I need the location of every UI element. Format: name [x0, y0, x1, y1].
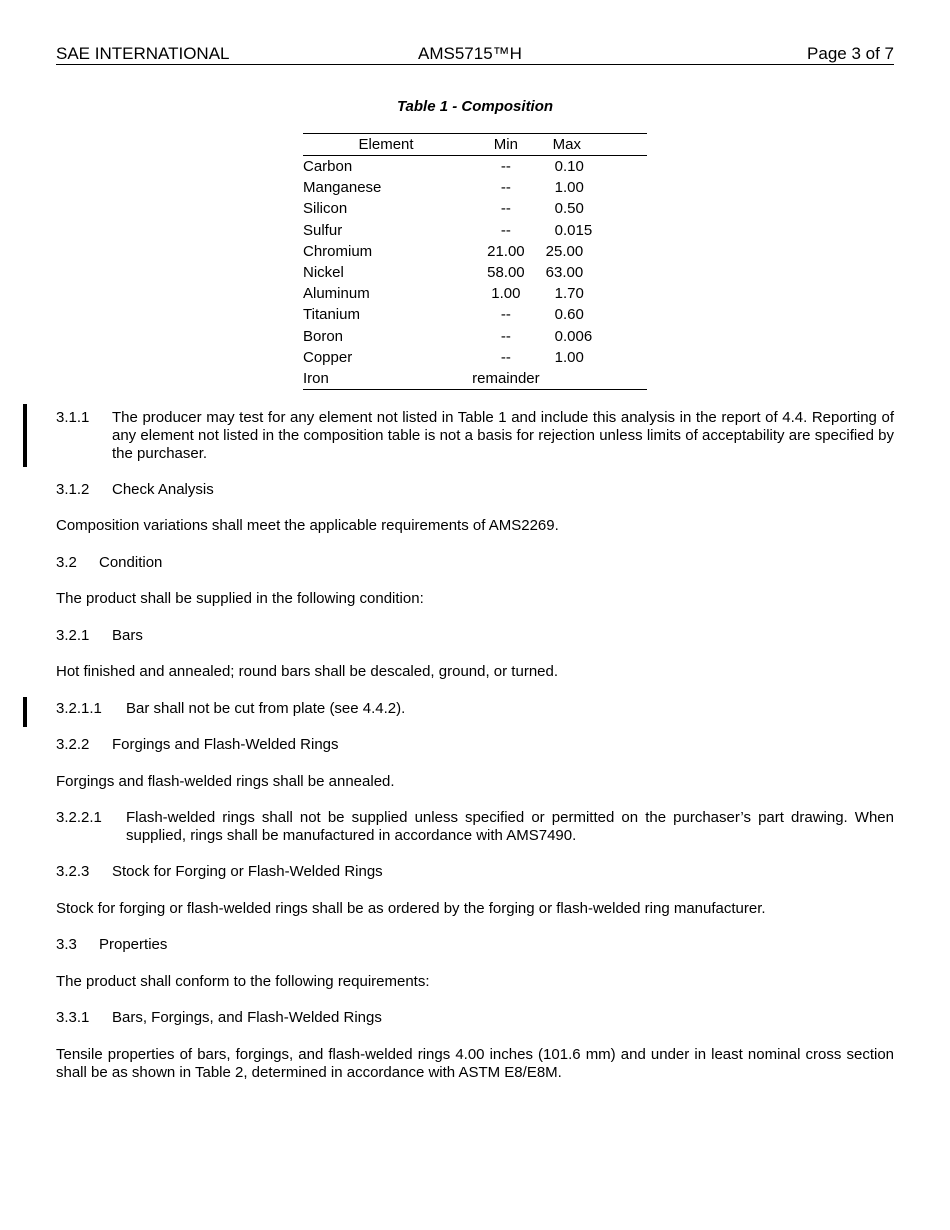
- section-number: 3.2.1: [56, 627, 90, 644]
- section-3-1-1: [56, 409, 894, 463]
- change-bar: [23, 697, 27, 727]
- cell-max: 1.70: [554, 285, 584, 303]
- table-row: [303, 326, 647, 347]
- cell-max: 63.00: [545, 264, 584, 282]
- paragraph: Composition variations shall meet the applicable requirements of AMS2269.: [56, 517, 559, 534]
- cell-element: Copper: [303, 348, 353, 366]
- cell-element: Silicon: [303, 200, 348, 218]
- table-row: [303, 156, 647, 178]
- header-doc-number: AMS5715™H: [418, 44, 522, 63]
- cell-element: Titanium: [303, 306, 360, 324]
- cell-min: 21.00: [487, 242, 525, 260]
- cell-max: 25.00: [545, 242, 584, 260]
- cell-element: Manganese: [303, 179, 382, 197]
- cell-element: Chromium: [303, 242, 373, 260]
- paragraph: The product shall be supplied in the following condition:: [56, 590, 424, 607]
- cell-max: 1.00: [554, 348, 584, 366]
- header-org: SAE INTERNATIONAL: [56, 44, 230, 63]
- page-header: [56, 44, 894, 65]
- composition-table: [303, 133, 647, 390]
- cell-min: 1.00: [491, 285, 521, 303]
- cell-element: Nickel: [303, 264, 344, 282]
- table-row: [303, 304, 647, 325]
- cell-element: Sulfur: [303, 221, 343, 239]
- table-row: [303, 220, 647, 241]
- table-row: [303, 283, 647, 304]
- cell-min: --: [500, 158, 511, 176]
- paragraph: Tensile properties of bars, forgings, and flash-welded rings 4.00 inches (101.6 mm) and under in least nominal cross section shall be as shown in Table 2, determined in accordance with ASTM E8/E8M.: [56, 1046, 894, 1081]
- section-title: Stock for Forging or Flash-Welded Rings: [112, 863, 383, 880]
- section-number: 3.3.1: [56, 1009, 90, 1026]
- cell-max: 0.60: [554, 306, 584, 324]
- table-row: [303, 368, 647, 390]
- change-bar: [23, 404, 27, 467]
- table-row: [303, 347, 647, 368]
- col-header-element: Element: [303, 134, 469, 156]
- section-number: 3.2.1.1: [56, 700, 102, 717]
- cell-min: --: [500, 179, 511, 197]
- cell-min: --: [500, 327, 511, 345]
- section-number: 3.2.3: [56, 863, 90, 880]
- cell-element: Iron: [303, 368, 469, 390]
- cell-max: 0.50: [554, 200, 584, 218]
- paragraph: Hot finished and annealed; round bars shall be descaled, ground, or turned.: [56, 663, 559, 680]
- section-title: Condition: [99, 554, 163, 571]
- cell-max: 0.006: [554, 327, 593, 345]
- section-title: Check Analysis: [112, 481, 214, 498]
- table-row: [303, 241, 647, 262]
- cell-min: --: [500, 306, 511, 324]
- table-row: [303, 177, 647, 198]
- section-number: 3.3: [56, 936, 77, 953]
- paragraph: Stock for forging or flash-welded rings shall be as ordered by the forging or flash-welded ring manufacturer.: [56, 900, 766, 917]
- cell-min: --: [500, 200, 511, 218]
- section-text: Flash-welded rings shall not be supplied unless specified or permitted on the purchaser’s part drawing. When supplied, rings shall be manufactured in accordance with AMS7490.: [126, 809, 894, 844]
- cell-max: 0.015: [554, 221, 593, 239]
- section-number: 3.1.1: [56, 409, 90, 426]
- section-3-2-1-1: [56, 700, 894, 718]
- cell-min: remainder: [469, 368, 543, 390]
- cell-min: --: [500, 221, 511, 239]
- section-3-2-2-1: [56, 809, 894, 845]
- cell-min: --: [500, 348, 511, 366]
- col-header-max: Max: [543, 134, 647, 156]
- section-number: 3.2.2.1: [56, 809, 102, 826]
- cell-element: Aluminum: [303, 285, 370, 303]
- paragraph: Forgings and flash-welded rings shall be annealed.: [56, 773, 395, 790]
- section-title: Properties: [99, 936, 168, 953]
- section-text: The producer may test for any element not listed in Table 1 and include this analysis in the report of 4.4. Reporting of any element not listed in the composition table is not a basis for rejection unless limits of acceptability are specified by the purchaser.: [112, 409, 894, 462]
- section-title: Bars, Forgings, and Flash-Welded Rings: [112, 1009, 382, 1026]
- section-number: 3.2: [56, 554, 77, 571]
- header-page-number: Page 3 of 7: [807, 44, 894, 63]
- section-text: Bar shall not be cut from plate (see 4.4.2).: [126, 700, 406, 717]
- section-number: 3.1.2: [56, 481, 90, 498]
- col-header-min: Min: [469, 134, 543, 156]
- table-row: [303, 198, 647, 219]
- cell-max: 1.00: [554, 179, 584, 197]
- section-title: Bars: [112, 627, 143, 644]
- section-title: Forgings and Flash-Welded Rings: [112, 736, 339, 753]
- cell-min: 58.00: [487, 264, 525, 282]
- paragraph: The product shall conform to the following requirements:: [56, 973, 430, 990]
- table-row: [303, 262, 647, 283]
- cell-max: 0.10: [554, 158, 584, 176]
- table-header-row: [303, 134, 647, 156]
- section-number: 3.2.2: [56, 736, 90, 753]
- table-caption: Table 1 - Composition: [396, 98, 554, 115]
- cell-element: Carbon: [303, 158, 353, 176]
- cell-element: Boron: [303, 327, 344, 345]
